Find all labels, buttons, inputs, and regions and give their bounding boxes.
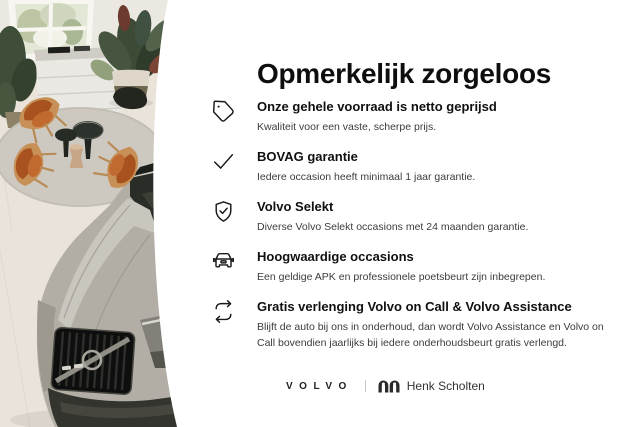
shield-check-icon [211,199,236,224]
benefit-item-bovag-garantie [211,148,636,185]
tag-icon [211,99,236,124]
repeat-arrows-icon [211,299,236,324]
benefits-list [211,98,636,364]
dealer-name: Henk Scholten [406,379,485,393]
benefit-item-gratis-verlenging [211,298,636,351]
footer-brands [286,377,485,395]
benefit-description: Een geldige APK en professionele poetsbeurt zijn inbegrepen. [257,271,546,283]
benefit-heading: Onze gehele voorraad is netto geprijsd [257,99,497,114]
car-front-icon [211,249,236,274]
benefit-heading: Hoogwaardige occasions [257,249,414,264]
benefit-description: Iedere occasion heeft minimaal 1 jaar garantie. [257,171,476,183]
benefit-item-netto-geprijsd [211,98,636,135]
dealer-brand [378,379,485,393]
benefit-description: Kwaliteit voor een vaste, scherpe prijs. [257,121,437,133]
benefit-item-volvo-selekt [211,198,636,235]
volvo-wordmark: VOLVO [286,380,353,392]
benefit-description: Diverse Volvo Selekt occasions met 24 maanden garantie. [257,221,529,233]
henk-scholten-logo-icon [378,379,400,393]
benefit-heading: Gratis verlenging Volvo on Call & Volvo Assistance [257,299,572,314]
benefit-heading: BOVAG garantie [257,149,358,164]
benefit-description: Blijft de auto bij ons in onderhoud, dan wordt Volvo Assistance en Volvo on Call bovendien jaarlijks bij iedere onderhoudsbeurt gratis verlengd. [257,321,604,349]
check-icon [211,149,236,174]
page-title: Opmerkelijk zorgeloos [257,57,552,89]
benefit-item-hoogwaardige-occasions [211,248,636,285]
footer-divider [365,380,366,392]
benefit-heading: Volvo Selekt [257,199,334,214]
